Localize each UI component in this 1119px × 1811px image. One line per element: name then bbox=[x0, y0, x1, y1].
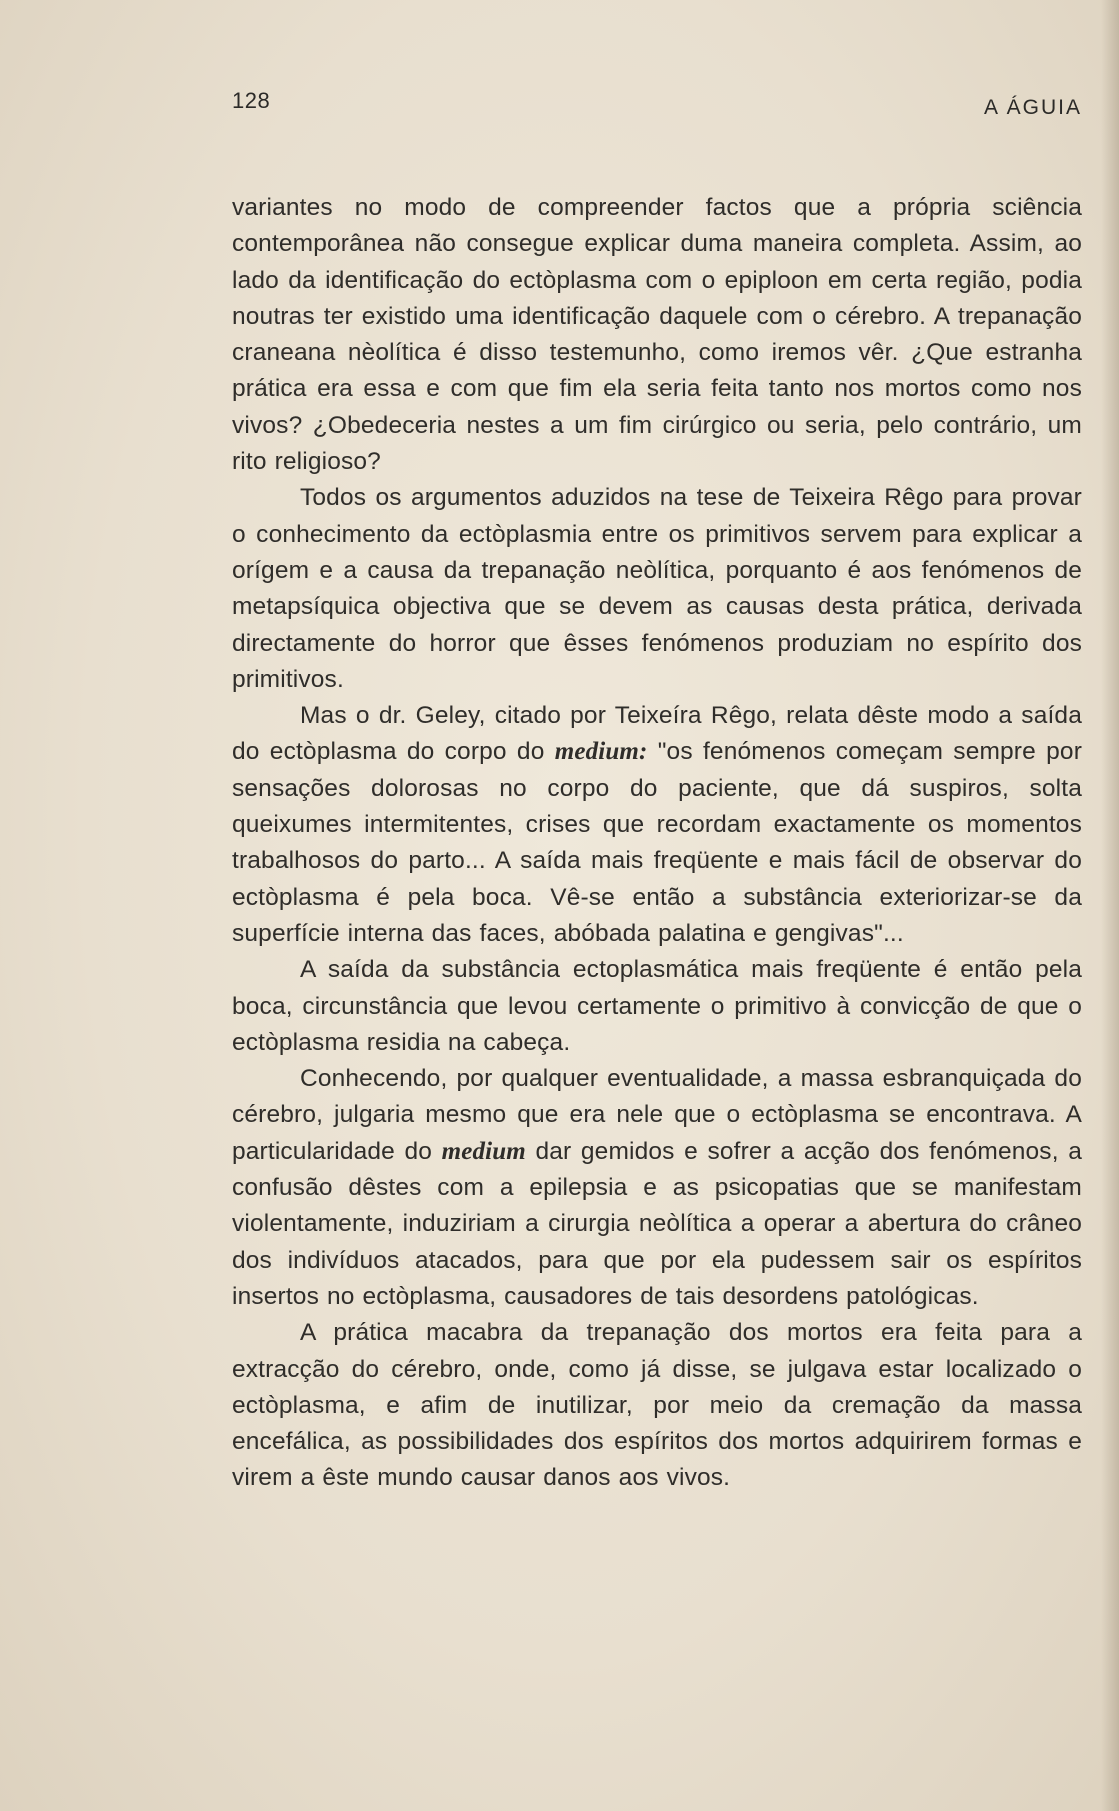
paragraph-1 bbox=[232, 190, 1082, 480]
page-header bbox=[232, 88, 1082, 128]
paragraph-text: Todos os argumentos aduzidos na tese de Teixeira Rêgo para provar o conhecimento da ectòplasmia entre os primitivos servem para explicar a orígem e a causa da trepanação neòlítica, porquanto é aos fenómenos de metapsíquica objectiva que se devem as causas desta prática, derivada directamente do horror que êsses fenómenos produziam no espírito dos primitivos. bbox=[232, 484, 1082, 693]
paragraph-5 bbox=[232, 1061, 1082, 1315]
paragraph-6 bbox=[232, 1315, 1082, 1496]
italic-term: medium: bbox=[554, 738, 648, 766]
page-edge-shadow bbox=[1101, 0, 1119, 1811]
running-head: A ÁGUIA bbox=[983, 96, 1082, 119]
paragraph-text: A prática macabra da trepanação dos mortos era feita para a extracção do cérebro, onde, como já disse, se julgava estar localizado o ectòplasma, e afim de inutilizar, por meio da cremação da massa encefálica, as possibilidades dos espíritos dos mortos adquirirem formas e virem a êste mundo causar danos aos vivos. bbox=[232, 1319, 1082, 1492]
paragraph-text: variantes no modo de compreender factos que a própria sciência contemporânea não consegue explicar duma maneira completa. Assim, ao lado da identificação do ectòplasma com o epiploon em certa região, podia noutras ter existido uma identificação daquele com o cérebro. A trepanação craneana nèolítica é disso testemunho, como iremos vêr. ¿Que estranha prática era essa e com que fim ela seria feita tanto nos mortos como nos vivos? ¿Obedeceria nestes a um fim cirúrgico ou seria, pelo contrário, um rito religioso? bbox=[232, 194, 1082, 476]
paragraph-text: dar gemidos e sofrer a acção dos fenómenos, a confusão dêstes com a epilepsia e as psicopatias que se manifestam violentamente, induziriam a cirurgia neòlítica a operar a abertura do crâneo dos indivíduos atacados, para que por ela pudessem sair os espíritos insertos no ectòplasma, causadores de tais desordens patológicas. bbox=[232, 1137, 1082, 1310]
paragraph-2 bbox=[232, 480, 1082, 698]
paragraph-text: A saída da substância ectoplasmática mais freqüente é então pela boca, circunstância que levou certamente o primitivo à convicção de que o ectòplasma residia na cabeça. bbox=[232, 956, 1082, 1056]
paragraph-text: "os fenómenos começam sempre por sensações dolorosas no corpo do paciente, que dá suspiros, solta queixumes intermitentes, crises que recordam exactamente os momentos trabalhosos do parto... A saída mais freqüente e mais fácil de observar do ectòplasma é pela boca. Vê-se então a substância exteriorizar-se da superfície interna das faces, abóbada palatina e gengivas"... bbox=[232, 738, 1082, 947]
paragraph-text: Conhecendo, por qualquer eventualidade, a massa esbranquiçada do cérebro, julgaria mesmo que era nele que o ectòplasma se encontrava. A particularidade do bbox=[232, 1065, 1082, 1165]
body-text bbox=[232, 190, 1082, 1497]
paragraph-text: Mas o dr. Geley, citado por Teixeíra Rêgo, relata dêste modo a saída do ectòplasma do corpo do bbox=[232, 702, 1082, 766]
paragraph-4 bbox=[232, 952, 1082, 1061]
paragraph-3 bbox=[232, 698, 1082, 952]
page-number: 128 bbox=[232, 88, 271, 113]
italic-term: medium bbox=[441, 1137, 526, 1165]
